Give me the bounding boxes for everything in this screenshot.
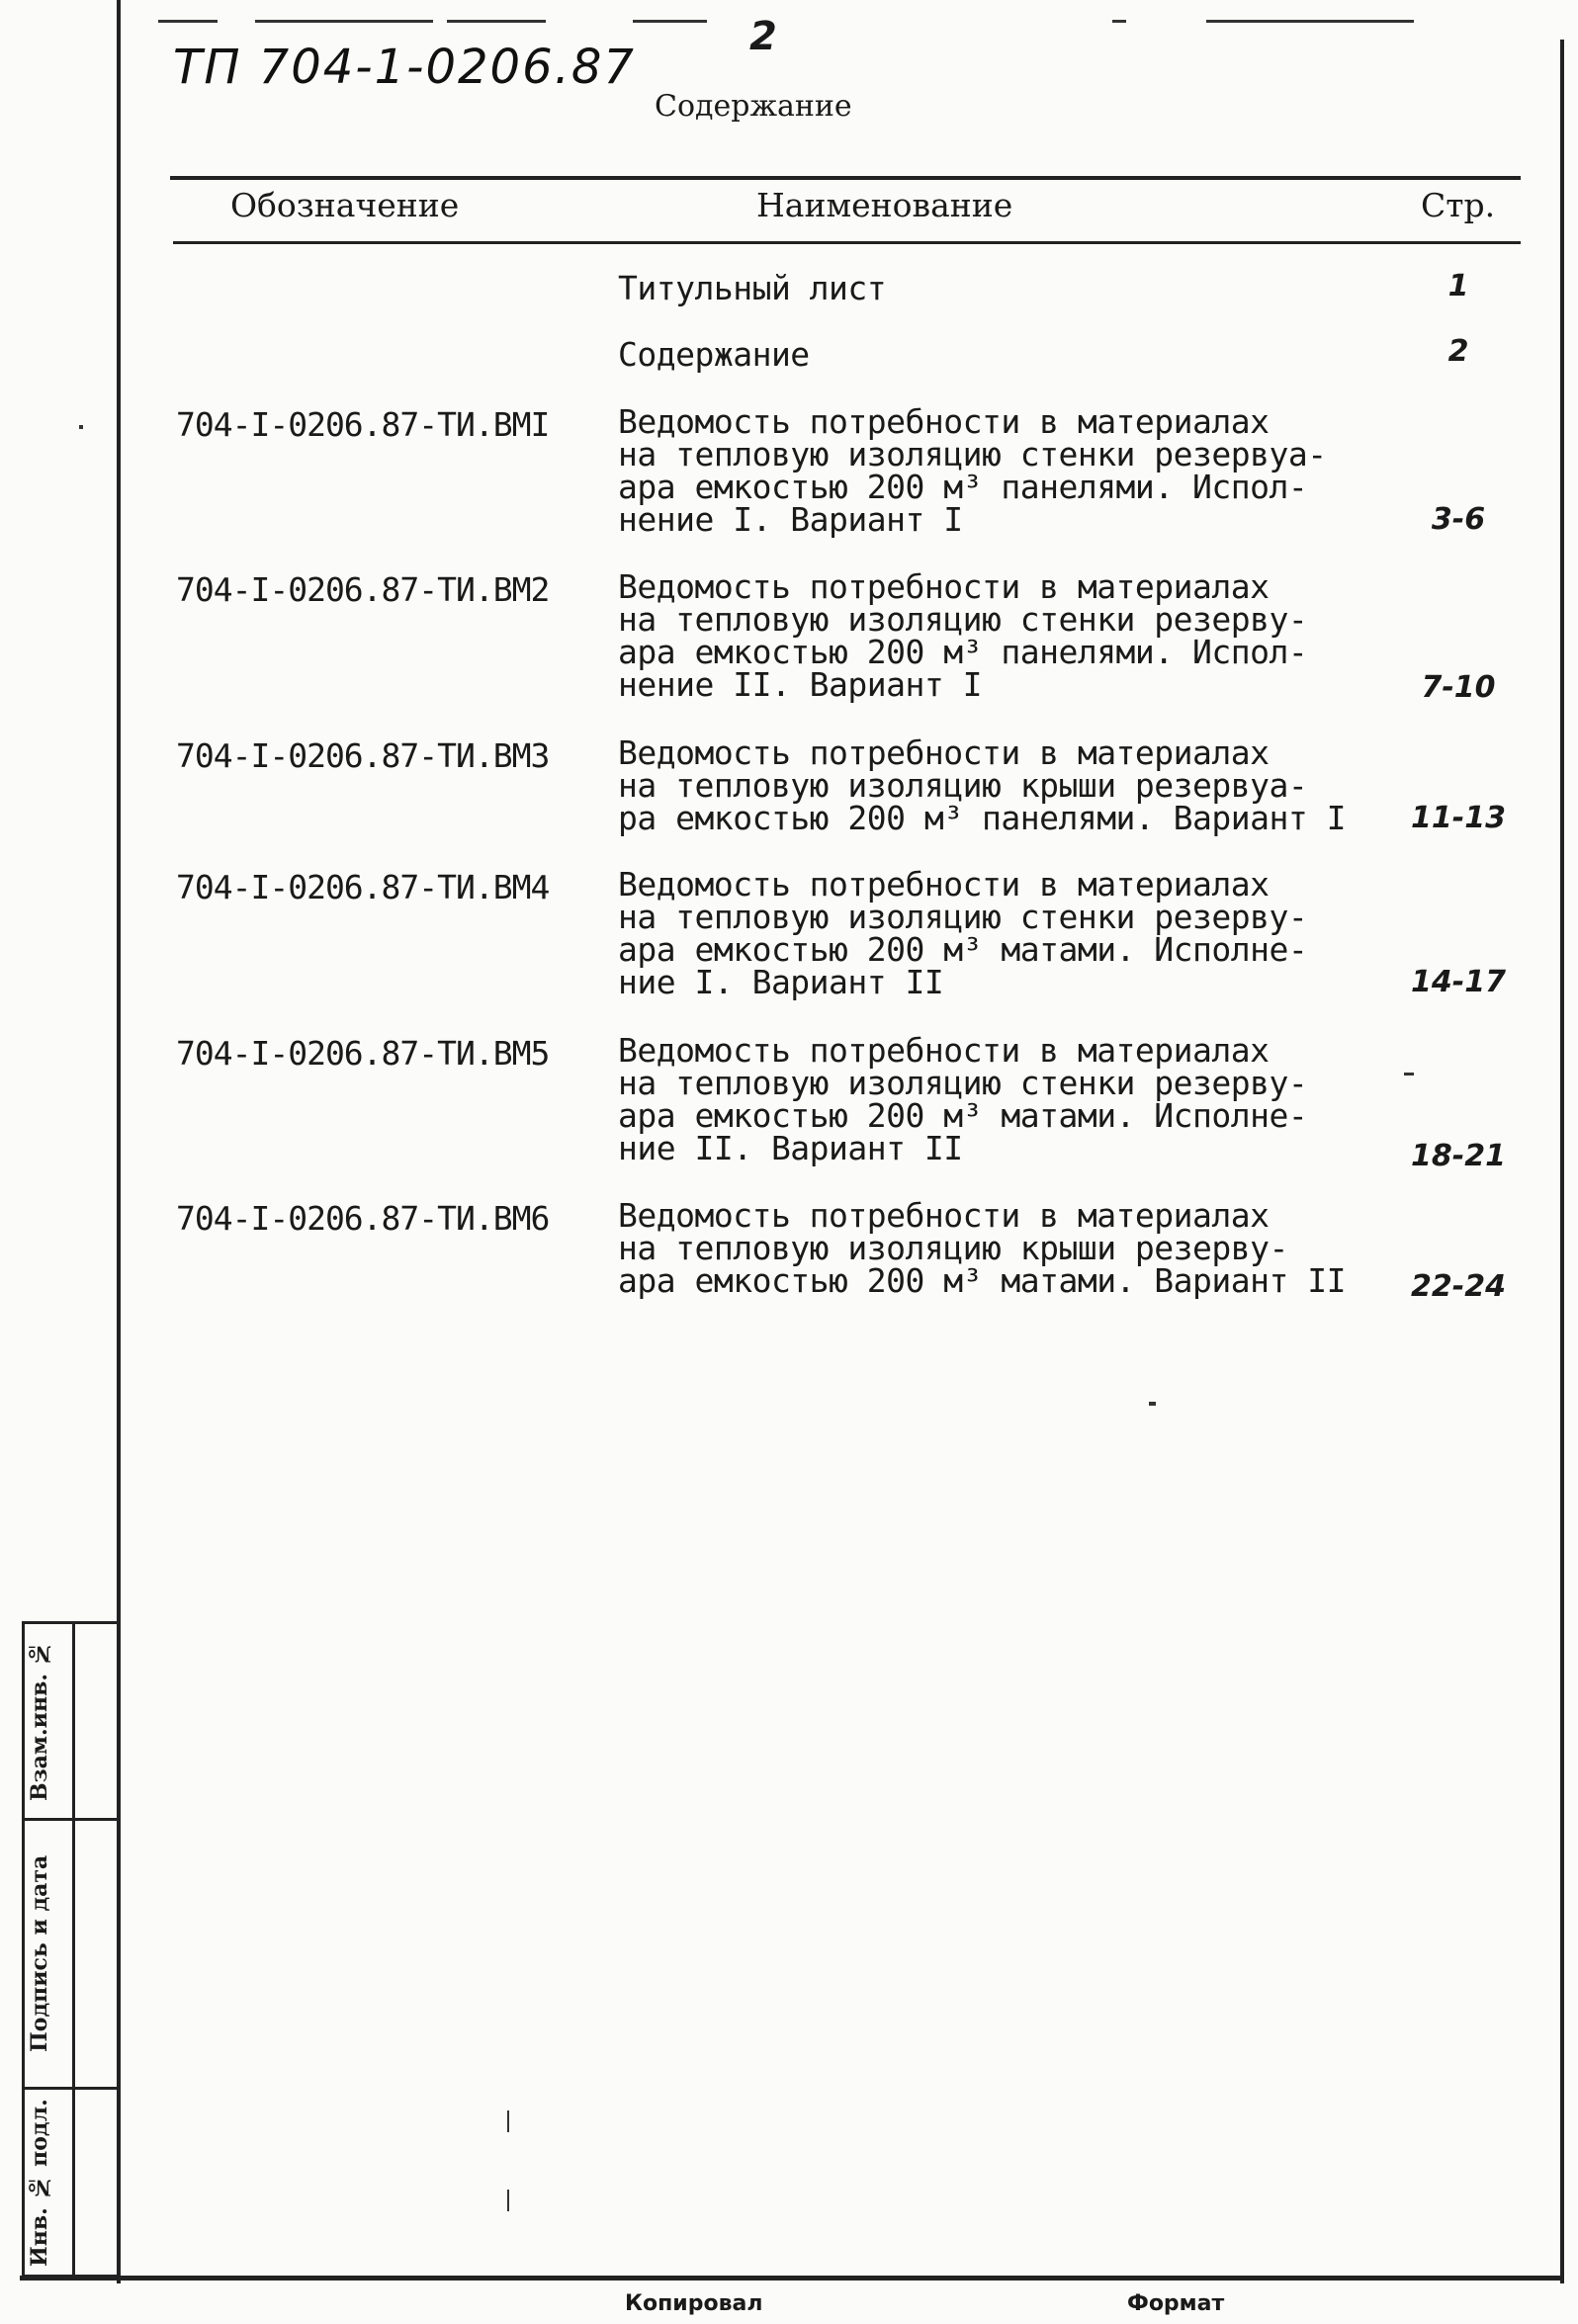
- speck: [507, 2190, 509, 2211]
- frame-bottom-line: [20, 2276, 1564, 2281]
- footer-copied-label: Копировал: [625, 2291, 763, 2316]
- table-row-name: Ведомость потребности в материалах на тепловую изоляцию стенки резерву- ара емкостью 200 м³ панелями. Испол- нение II. Вариант I: [618, 567, 1308, 704]
- top-edge-mark: [158, 20, 218, 23]
- table-row-page: 11-13: [1411, 801, 1506, 835]
- table-row-name: Ведомость потребности в материалах на тепловую изоляцию стенки резервуа- ара емкостью 200 м³ панелями. Испол- нение I. Вариант I: [618, 402, 1327, 539]
- contents-title: Содержание: [655, 89, 852, 124]
- frame-left-line: [117, 0, 121, 2283]
- table-row-code: 704-I-0206.87-ТИ.ВМ4: [176, 868, 550, 906]
- table-row-code: 704-I-0206.87-ТИ.ВМ3: [176, 736, 550, 775]
- table-row-name: Ведомость потребности в материалах на тепловую изоляцию стенки резерву- ара емкостью 200 м³ матами. Исполне- ние I. Вариант II: [618, 865, 1308, 1001]
- speck: [1149, 1402, 1156, 1406]
- stamp-label-original-inv: Инв. № подл.: [27, 2099, 52, 2267]
- table-header-rule: [173, 241, 1521, 244]
- stamp-divider: [25, 1818, 117, 1821]
- table-row-code: 704-I-0206.87-ТИ.ВМ5: [176, 1034, 550, 1073]
- table-row-name: Титульный лист: [618, 269, 887, 307]
- speck: [79, 425, 83, 429]
- document-code: ТП 704-1-0206.87: [173, 40, 636, 95]
- top-edge-mark: [1112, 20, 1126, 23]
- footer-format-label: Формат: [1127, 2291, 1225, 2316]
- table-row-name: Ведомость потребности в материалах на тепловую изоляцию крыши резервуа- ра емкостью 200 м³ панелями. Вариант I: [618, 733, 1346, 837]
- top-edge-mark: [447, 20, 546, 23]
- table-row-code: 704-I-0206.87-ТИ.ВМ6: [176, 1199, 550, 1238]
- table-row-name: Содержание: [618, 335, 810, 374]
- table-row-page: 7-10: [1421, 670, 1496, 705]
- top-edge-mark: [255, 20, 433, 23]
- stamp-label-replacement-inv: Взам.инв. №: [27, 1640, 52, 1802]
- table-row-page: 22-24: [1411, 1269, 1506, 1304]
- stamp-divider: [25, 2087, 117, 2090]
- table-row-name: Ведомость потребности в материалах на тепловую изоляцию крыши резерву- ара емкостью 200 м³ матами. Вариант II: [618, 1196, 1346, 1300]
- side-stamp: [22, 1621, 117, 2278]
- table-row-page: 3-6: [1431, 502, 1486, 537]
- column-header-designation: Обозначение: [230, 186, 460, 224]
- table-top-rule: [170, 176, 1521, 180]
- column-header-name: Наименование: [756, 186, 1013, 224]
- frame-right-line: [1560, 40, 1564, 2283]
- speck: [1404, 1073, 1414, 1076]
- speck: [507, 2110, 509, 2132]
- table-row-page: 1: [1447, 269, 1469, 303]
- stamp-label-signature-date: Подпись и дата: [27, 1854, 52, 2052]
- top-edge-mark: [633, 20, 707, 23]
- top-edge-mark: [1206, 20, 1414, 23]
- column-header-page: Стр.: [1421, 186, 1496, 224]
- page-number: 2: [749, 14, 777, 59]
- table-row-name: Ведомость потребности в материалах на тепловую изоляцию стенки резерву- ара емкостью 200 м³ матами. Исполне- ние II. Вариант II: [618, 1031, 1308, 1167]
- table-row-code: 704-I-0206.87-ТИ.ВМ2: [176, 570, 550, 609]
- table-row-code: 704-I-0206.87-ТИ.ВМI: [176, 405, 550, 444]
- table-row-page: 2: [1447, 334, 1469, 369]
- table-row-page: 18-21: [1411, 1139, 1506, 1173]
- table-row-page: 14-17: [1411, 965, 1506, 999]
